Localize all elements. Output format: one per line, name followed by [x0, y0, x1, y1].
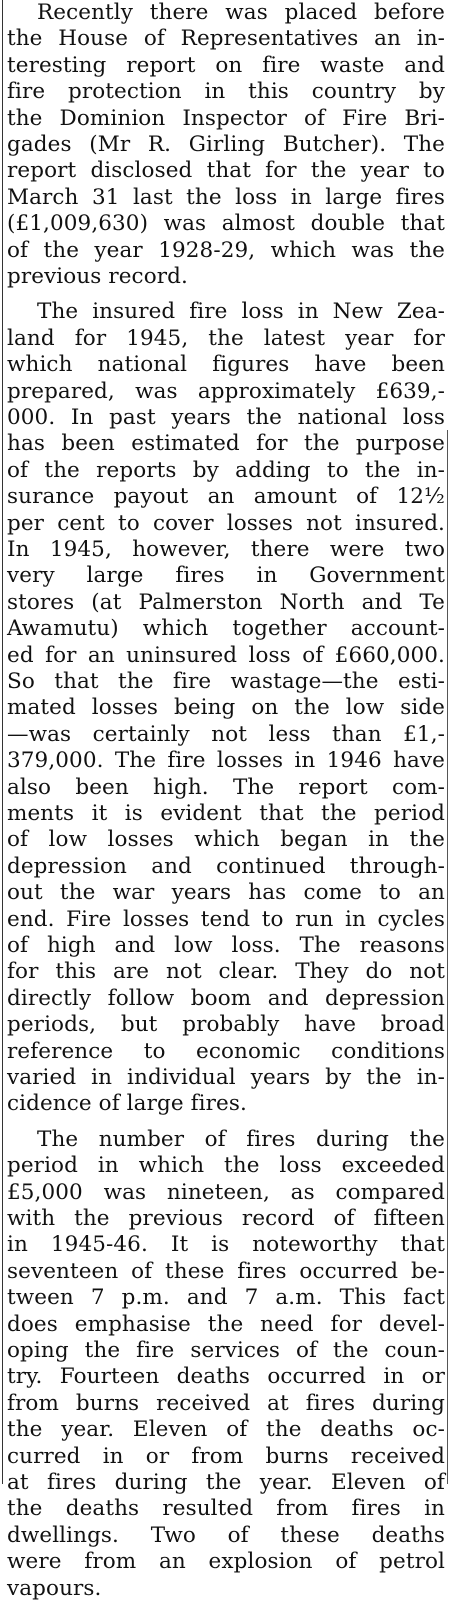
paragraph-line: stores (at Palmerston North and Te: [7, 589, 445, 615]
paragraph-line: end. Fire losses tend to run in cycles: [7, 906, 445, 932]
paragraph-first-line: Recently there was placed before: [37, 0, 445, 25]
paragraph-line: the House of Representatives an in-: [7, 26, 445, 52]
paragraph-first-line: The number of fires during the: [37, 1126, 445, 1152]
paragraph-line: dwellings. Two of these deaths: [7, 1522, 445, 1548]
paragraph-line: curred in or from burns received: [7, 1443, 445, 1469]
paragraph-line: of the reports by adding to the in-: [7, 457, 445, 483]
paragraph-line: mated losses being on the low side: [7, 695, 445, 721]
paragraph-line: per cent to cover losses not insured.: [7, 510, 445, 536]
paragraph-line: gades (Mr R. Girling Butcher). The: [7, 132, 445, 157]
paragraph-line: fire protection in this country by: [7, 79, 445, 105]
paragraph-line: £5,000 was nineteen, as compared: [7, 1179, 445, 1205]
paragraph-line: in 1945-46. It is noteworthy that: [7, 1232, 445, 1258]
paragraph-line: In 1945, however, there were two: [7, 537, 445, 562]
paragraph-line: were from an explosion of petrol: [7, 1549, 445, 1575]
paragraph-line: which national figures have been: [7, 352, 445, 378]
paragraph-line: vapours.: [7, 1575, 102, 1601]
paragraph-line: depression and continued through-: [7, 853, 445, 879]
paragraph-line: the deaths resulted from fires in: [7, 1496, 445, 1522]
paragraph-line: for this are not clear. They do not: [7, 959, 445, 985]
paragraph-line: March 31 last the loss in large fires: [7, 184, 445, 210]
paragraph-line: of low losses which began in the: [7, 827, 445, 853]
paragraph-line: surance payout an amount of 12½: [7, 484, 445, 510]
paragraph-line: previous record.: [7, 264, 188, 289]
paragraph-line: ed for an uninsured loss of £660,000.: [7, 642, 445, 668]
paragraph-line: ments it is evident that the period: [7, 801, 445, 826]
paragraph-line: of high and low loss. The reasons: [7, 933, 445, 958]
paragraph-line: from burns received at fires during: [7, 1390, 445, 1416]
paragraph-line: does emphasise the need for devel-: [7, 1311, 445, 1337]
paragraph-line: the year. Eleven of the deaths oc-: [7, 1417, 445, 1443]
paragraph-line: seventeen of these fires occurred be-: [7, 1258, 445, 1284]
paragraph-line: out the war years has come to an: [7, 880, 445, 906]
paragraph-line: with the previous record of fifteen: [7, 1206, 445, 1231]
paragraph-line: directly follow boom and depression: [7, 985, 445, 1011]
paragraph-line: try. Fourteen deaths occurred in or: [7, 1364, 445, 1390]
paragraph-line: land for 1945, the latest year for: [7, 325, 445, 351]
paragraph-line: tween 7 p.m. and 7 a.m. This fact: [7, 1285, 445, 1311]
paragraph-line: report disclosed that for the year to: [7, 158, 445, 184]
paragraph-line: teresting report on fire waste and: [7, 52, 445, 78]
column-rule: [447, 430, 448, 1484]
paragraph-line: —was certainly not less than £1,-: [7, 721, 445, 747]
newspaper-column: [2, 0, 449, 1601]
paragraph-line: period in which the loss exceeded: [7, 1153, 445, 1179]
paragraph-line: also been high. The report com-: [7, 774, 445, 800]
paragraph-line: oping the fire services of the coun-: [7, 1338, 445, 1363]
paragraph-line: very large fires in Government: [7, 563, 445, 589]
paragraph-line: the Dominion Inspector of Fire Bri-: [7, 105, 445, 131]
paragraph-line: periods, but probably have broad: [7, 1012, 445, 1038]
paragraph-line: 000. In past years the national loss: [7, 405, 445, 430]
paragraph-line: at fires during the year. Eleven of: [7, 1470, 445, 1495]
paragraph-line: reference to economic conditions: [7, 1038, 445, 1064]
paragraph-line: (£1,009,630) was almost double that: [7, 211, 445, 237]
paragraph-line: cidence of large fires.: [7, 1091, 247, 1117]
paragraph-line: Awamutu) which together account-: [7, 616, 445, 642]
paragraph-line: 379,000. The fire losses in 1946 have: [7, 748, 445, 774]
paragraph-first-line: The insured fire loss in New Zea-: [37, 299, 445, 325]
paragraph-line: has been estimated for the purpose: [7, 431, 445, 457]
paragraph-line: of the year 1928-29, which was the: [7, 237, 445, 263]
paragraph-line: So that the fire wastage—the esti-: [7, 669, 445, 694]
paragraph-line: prepared, was approximately £639,-: [7, 378, 445, 404]
paragraph-line: varied in individual years by the in-: [7, 1065, 445, 1090]
